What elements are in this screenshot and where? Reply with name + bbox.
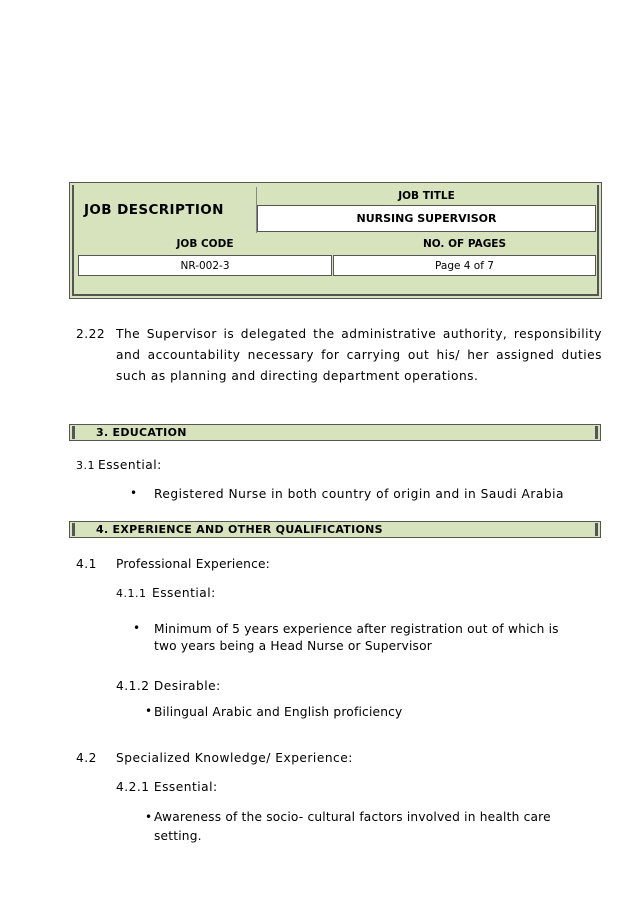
education-sub-label: Essential: bbox=[98, 458, 162, 472]
pages-value: Page 4 of 7 bbox=[333, 255, 596, 276]
bullet-icon: • bbox=[145, 810, 153, 824]
s411-item-line2: two years being a Head Nurse or Supervisor bbox=[154, 639, 432, 653]
table-border-left bbox=[72, 185, 74, 296]
para-222-line1: The Supervisor is delegated the administrative authority, responsibility bbox=[116, 327, 602, 341]
experience-heading: 4. EXPERIENCE AND OTHER QUALIFICATIONS bbox=[96, 523, 383, 536]
s41-number: 4.1 bbox=[76, 557, 97, 571]
para-222-line2: and accountability necessary for carrying out his/ her assigned duties bbox=[116, 348, 602, 362]
education-item: Registered Nurse in both country of origin and in Saudi Arabia bbox=[154, 487, 564, 501]
s41-label: Professional Experience: bbox=[116, 557, 270, 571]
bullet-icon: • bbox=[133, 621, 141, 635]
job-description-title: JOB DESCRIPTION bbox=[84, 202, 224, 218]
s412-item: Bilingual Arabic and English proficiency bbox=[154, 705, 403, 719]
job-code-label: JOB CODE bbox=[176, 238, 234, 250]
job-title-value: NURSING SUPERVISOR bbox=[257, 205, 596, 232]
bullet-icon: • bbox=[145, 704, 153, 718]
job-code-value: NR-002-3 bbox=[78, 255, 332, 276]
bar-edge-left bbox=[72, 523, 75, 536]
s421-label: 4.2.1 Essential: bbox=[116, 780, 218, 794]
bar-edge-left bbox=[72, 426, 75, 439]
para-222-line3: such as planning and directing department operations. bbox=[116, 369, 479, 383]
education-sub-number: 3.1 bbox=[76, 459, 95, 472]
table-border-bottom bbox=[72, 294, 599, 296]
education-heading-bar bbox=[69, 424, 601, 441]
s411-item-line1: Minimum of 5 years experience after registration out of which is bbox=[154, 622, 559, 636]
s42-label: Specialized Knowledge/ Experience: bbox=[116, 751, 353, 765]
bar-edge-right bbox=[595, 426, 598, 439]
job-header-table bbox=[69, 182, 602, 299]
pages-label: NO. OF PAGES bbox=[422, 238, 507, 250]
s421-item-line1: Awareness of the socio- cultural factors involved in health care bbox=[154, 810, 551, 824]
s411-label: Essential: bbox=[152, 586, 216, 600]
table-border-right bbox=[597, 185, 599, 296]
para-222-number: 2.22 bbox=[76, 327, 106, 341]
job-title-label: JOB TITLE bbox=[398, 189, 455, 202]
s411-number: 4.1.1 bbox=[116, 587, 147, 600]
s42-number: 4.2 bbox=[76, 751, 97, 765]
bullet-icon: • bbox=[130, 486, 138, 500]
s412-label: 4.1.2 Desirable: bbox=[116, 679, 221, 693]
education-heading: 3. EDUCATION bbox=[96, 426, 187, 439]
s421-item-line2: setting. bbox=[154, 829, 202, 843]
experience-heading-bar bbox=[69, 521, 601, 538]
bar-edge-right bbox=[595, 523, 598, 536]
